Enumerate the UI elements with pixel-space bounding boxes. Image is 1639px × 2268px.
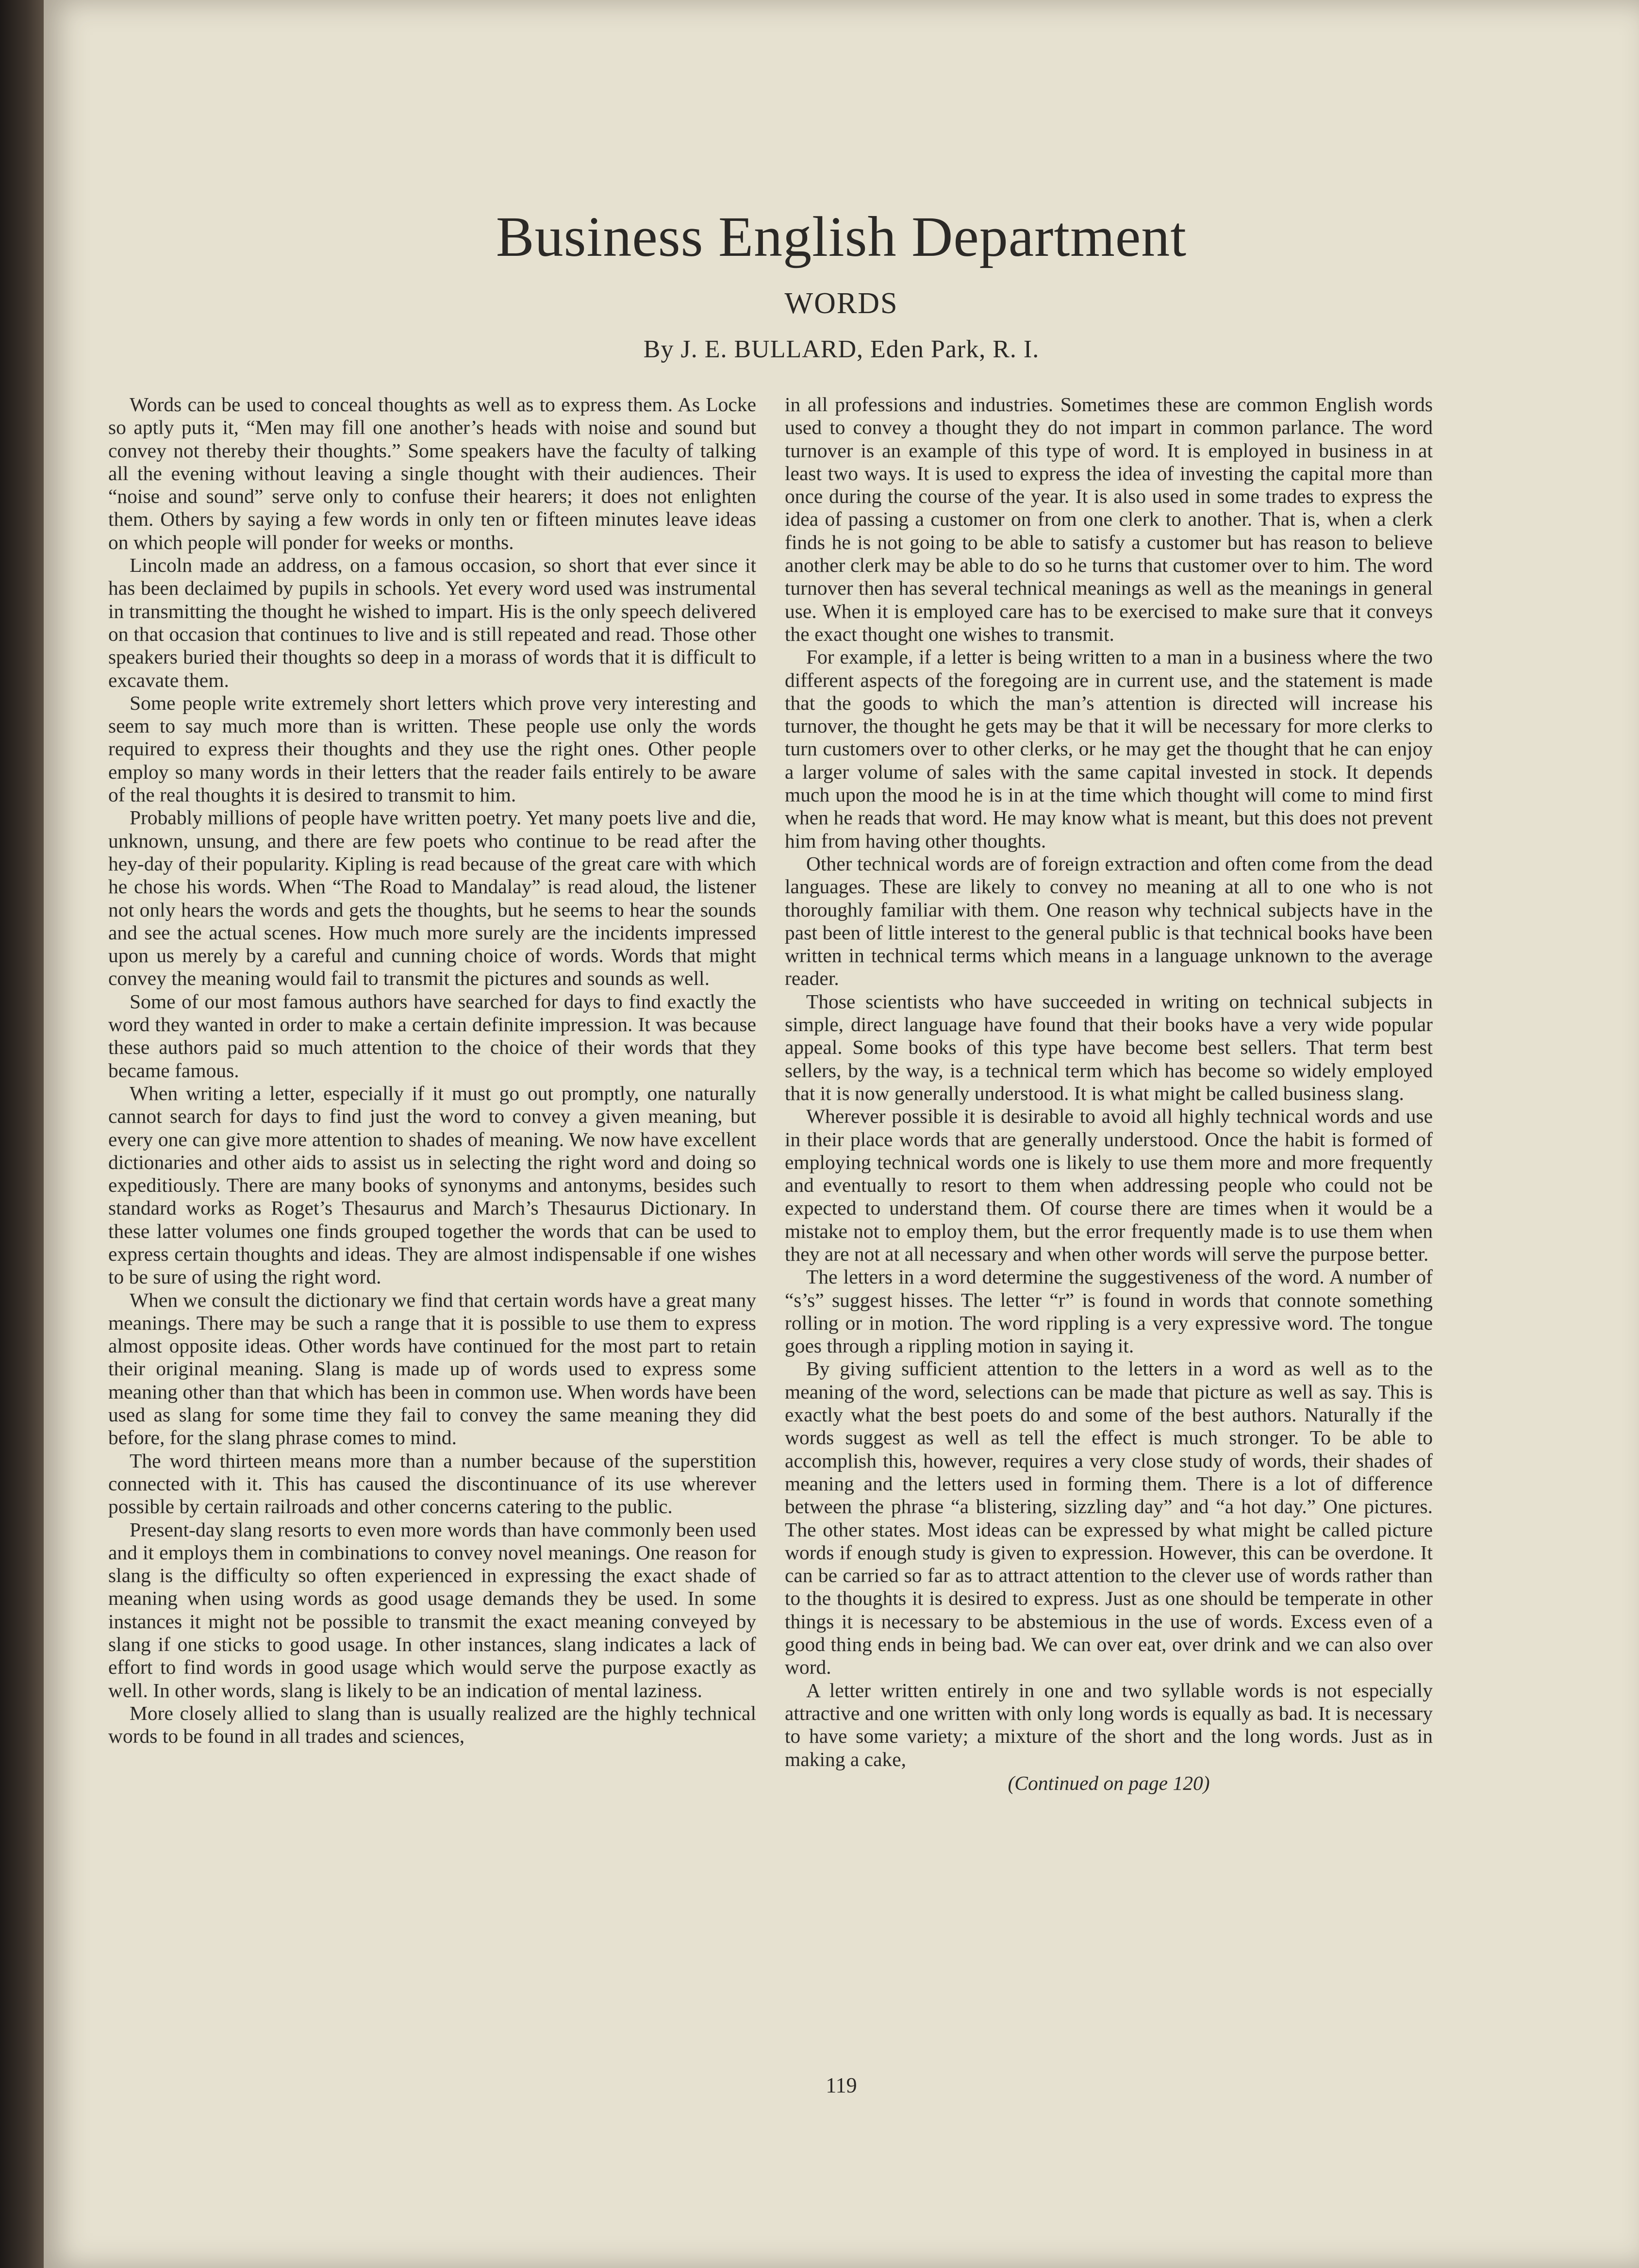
paragraph: For example, if a letter is being written to a man in a business where the two different aspects of the foregoing are in current use, and the statement is made that the goods to which the man’s attention is directed will increase his turnover, the thought he gets may be that it will be necessary for more clerks to turn customers over to other clerks, or he may get the thought that he can enjoy a larger volume of sales with the same capital invested in stock. It depends much upon the mood he is in at the time which thought will come to mind first when he reads that word. He may know what is meant, but this does not prevent him from having other thoughts. bbox=[785, 646, 1433, 852]
page-number: 119 bbox=[826, 2073, 857, 2097]
paragraph: When we consult the dictionary we find that certain words have a great many meanings. There may be such a range that it is possible to use them to express almost opposite ideas. Other words have continued for the most part to retain their original meaning. Slang is made up of words used to express some meaning other than that which has been in common use. When words have been used as slang for some time they fail to convey the same meaning they did before, for the slang phrase comes to mind. bbox=[108, 1288, 756, 1449]
paragraph: Wherever possible it is desirable to avoid all highly technical words and use in their place words that are generally understood. Once the habit is formed of employing technical words one is likely to use them more and more frequently and eventually to resort to them when addressing people who could not be expected to understand them. Of course there are times when it would be a mistake not to employ them, but the error frequently made is to use them when they are not at all necessary and when other words will serve the purpose better. bbox=[785, 1105, 1433, 1265]
paragraph: Other technical words are of foreign extraction and often come from the dead languages. These are likely to convey no meaning at all to one who is not thoroughly familiar with them. One reason why technical subjects have in the past been of little interest to the general public is that technical books have been written in technical terms which means in a language unknown to the average reader. bbox=[785, 852, 1433, 990]
paragraph: Some people write extremely short letters which prove very interesting and seem to say much more than is written. These people use only the words required to express their thoughts and they use the right ones. Other people employ so many words in their letters that the reader fails entirely to be aware of the real thoughts it is desired to transmit to him. bbox=[108, 691, 756, 806]
book-spine bbox=[0, 0, 44, 2268]
paragraph: The word thirteen means more than a number because of the superstition connected with it. This has caused the discontinuance of its use wherever possible by certain railroads and other concerns catering to the public. bbox=[108, 1449, 756, 1518]
paragraph: Present-day slang resorts to even more words than have commonly been used and it employs them in combinations to convey novel meanings. One reason for slang is the difficulty so often experienced in expressing the exact shade of meaning when using words as good usage demands they be used. In some instances it might not be possible to transmit the exact meaning conveyed by slang if one sticks to good usage. In other instances, slang indicates a lack of effort to find words in good usage which would serve the purpose exactly as well. In other words, slang is likely to be an indication of mental laziness. bbox=[108, 1518, 756, 1701]
right-column bbox=[785, 393, 1433, 2063]
page-title: Business English Department bbox=[496, 205, 1187, 268]
continued-note: (Continued on page 120) bbox=[1008, 1771, 1210, 1794]
byline: By J. E. BULLARD, Eden Park, R. I. bbox=[643, 335, 1040, 363]
paragraph: Some of our most famous authors have searched for days to find exactly the word they wanted in order to make a certain definite impression. It was because these authors paid so much attention to the choice of their words that they became famous. bbox=[108, 990, 756, 1082]
paragraph: Lincoln made an address, on a famous occasion, so short that ever since it has been declaimed by pupils in schools. Yet every word used was instrumental in transmitting the thought he wished to impart. His is the only speech delivered on that occasion that continues to live and is still repeated and read. Those other speakers buried their thoughts so deep in a morass of words that it is difficult to excavate them. bbox=[108, 554, 756, 691]
paragraph: By giving sufficient attention to the letters in a word as well as to the meaning of the word, selections can be made that picture as well as say. This is exactly what the best poets do and some of the best authors. Naturally if the words suggest as well as tell the effect is much stronger. To be able to accomplish this, however, requires a very close study of words, their shades of meaning and the letters used in forming them. There is a lot of difference between the phrase “a blistering, sizzling day” and “a hot day.” One pictures. The other states. Most ideas can be expressed by what might be called picture words if enough study is given to expression. However, this can be overdone. It can be carried so far as to attract attention to the clever use of words rather than to the thoughts it is desired to express. Just as one should be temperate in other things it is necessary to be abstemious in the use of words. Excess even of a good thing ends in being bad. We can over eat, over drink and we can also over word. bbox=[785, 1357, 1433, 1679]
paragraph: The letters in a word determine the suggestiveness of the word. A number of “s’s” suggest hisses. The letter “r” is found in words that connote something rolling or in motion. The word rippling is a very expressive word. The tongue goes through a rippling motion in saying it. bbox=[785, 1266, 1433, 1357]
paragraph: When writing a letter, especially if it must go out promptly, one naturally cannot search for days to find just the word to convey a given meaning, but every one can give more attention to shades of meaning. We now have excellent dictionaries and other aids to assist us in selecting the right word and doing so expeditiously. There are many books of synonyms and antonyms, besides such standard works as Roget’s Thesaurus and March’s Thesaurus Dictionary. In these latter volumes one finds grouped together the words that can be used to express certain thoughts and ideas. They are almost indispensable if one wishes to be sure of using the right word. bbox=[108, 1082, 756, 1288]
paragraph: A letter written entirely in one and two syllable words is not especially attractive and one written with only long words is equally as bad. It is necessary to have some variety; a mixture of the short and the long words. Just as in making a cake, bbox=[785, 1679, 1433, 1770]
paragraph: in all professions and industries. Sometimes these are common English words used to convey a thought they do not impart in common parlance. The word turnover is an example of this type of word. It is employed in business in at least two ways. It is used to express the idea of investing the capital more than once during the course of the year. It is also used in some trades to express the idea of passing a customer on from one clerk to another. That is, when a clerk finds he is not going to be able to satisfy a customer but has reason to believe another clerk may be able to do so he turns that customer over to him. The word turnover then has several technical meanings as well as the meanings in general use. When it is employed care has to be exercised to make sure that it conveys the exact thought one wishes to transmit. bbox=[785, 393, 1433, 645]
magazine-page bbox=[44, 0, 1639, 2268]
paragraph: Those scientists who have succeeded in writing on technical subjects in simple, direct language have found that their books have a very wide popular appeal. Some books of this type have become best sellers. That term best sellers, by the way, is a technical term which has become so widely employed that it is now generally understood. It is what might be called business slang. bbox=[785, 990, 1433, 1104]
paragraph: Probably millions of people have written poetry. Yet many poets live and die, unknown, unsung, and there are few poets who continue to be read after the hey-day of their popularity. Kipling is read because of the great care with which he chose his words. When “The Road to Mandalay” is read aloud, the listener not only hears the words and gets the thoughts, but he seems to hear the sounds and see the actual scenes. How much more surely are the incidents impressed upon us merely by a careful and cunning choice of words. Words that might convey the meaning would fail to transmit the pictures and sounds as well. bbox=[108, 806, 756, 990]
paragraph: Words can be used to conceal thoughts as well as to express them. As Locke so aptly puts it, “Men may fill one another’s heads with noise and sound but convey not thereby their thoughts.” Some speakers have the faculty of talking all the evening without leaving a single thought with their audiences. Their “noise and sound” serve only to confuse their hearers; it does not enlighten them. Others by saying a few words in only ten or fifteen minutes leave ideas on which people will ponder for weeks or months. bbox=[108, 393, 756, 553]
left-column bbox=[108, 393, 756, 2063]
article-subtitle: WORDS bbox=[784, 287, 898, 320]
paragraph: More closely allied to slang than is usually realized are the highly technical words to be found in all trades and sciences, bbox=[108, 1701, 756, 1748]
